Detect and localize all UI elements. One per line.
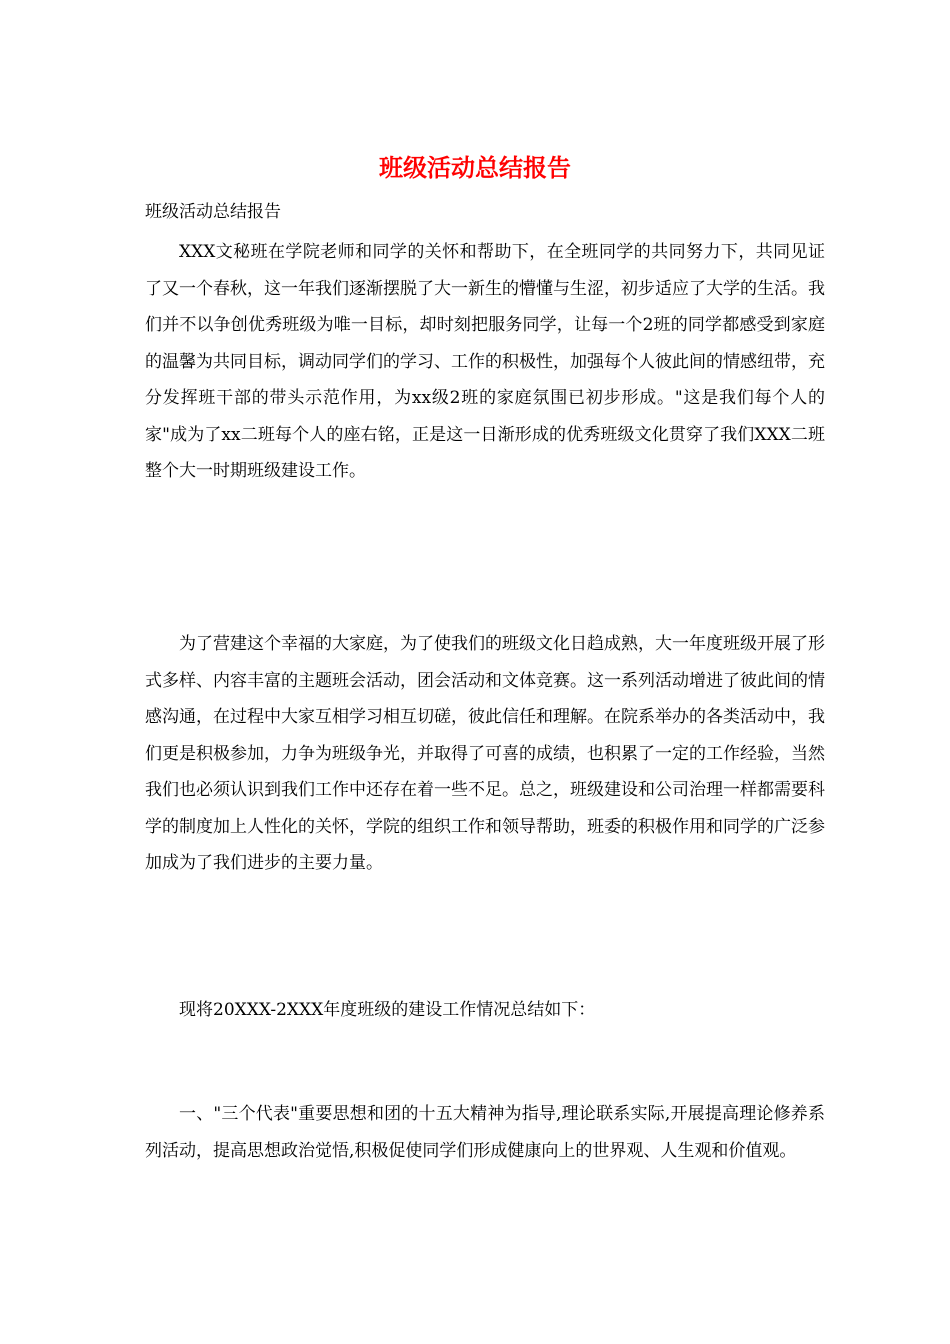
paragraph-summary-lead: 现将20XXX-2XXX年度班级的建设工作情况总结如下： — [179, 1000, 596, 1020]
paragraph-section-one: 一、"三个代表"重要思想和团的十五大精神为指导,理论联系实际,开展提高理论修养系列活动，提高思想政治觉悟,积极促使同学们形成健康向上的世界观、人生观和价值观。 — [145, 1104, 825, 1161]
paragraph-activities: 为了营建这个幸福的大家庭，为了使我们的班级文化日趋成熟，大一年度班级开展了形式多样、内容丰富的主题班会活动，团会活动和文体竞赛。这一系列活动增进了彼此间的情感沟通，在过程中大家互相学习相互切磋，彼此信任和理解。在院系举办的各类活动中，我们更是积极参加，力争为班级争光，并取得了可喜的成绩，也积累了一定的工作经验，当然我们也必须认识到我们工作中还存在着一些不足。总之，班级建设和公司治理一样都需要科学的制度加上人性化的关怀，学院的组织工作和领导帮助，班委的积极作用和同学的广泛参加成为了我们进步的主要力量。 — [145, 634, 825, 873]
document-subtitle: 班级活动总结报告 — [145, 202, 281, 222]
paragraph-intro: XXX文秘班在学院老师和同学的关怀和帮助下，在全班同学的共同努力下，共同见证了又一个春秋，这一年我们逐渐摆脱了大一新生的懵懂与生涩，初步适应了大学的生活。我们并不以争创优秀班级为唯一目标，却时刻把服务同学，让每一个2班的同学都感受到家庭的温馨为共同目标，调动同学们的学习、工作的积极性，加强每个人彼此间的情感纽带，充分发挥班干部的带头示范作用，为xx级2班的家庭氛围已初步形成。"这是我们每个人的家"成为了xx二班每个人的座右铭，正是这一日渐形成的优秀班级文化贯穿了我们XXX二班整个大一时期班级建设工作。 — [145, 242, 825, 481]
document-title: 班级活动总结报告 — [379, 153, 571, 182]
